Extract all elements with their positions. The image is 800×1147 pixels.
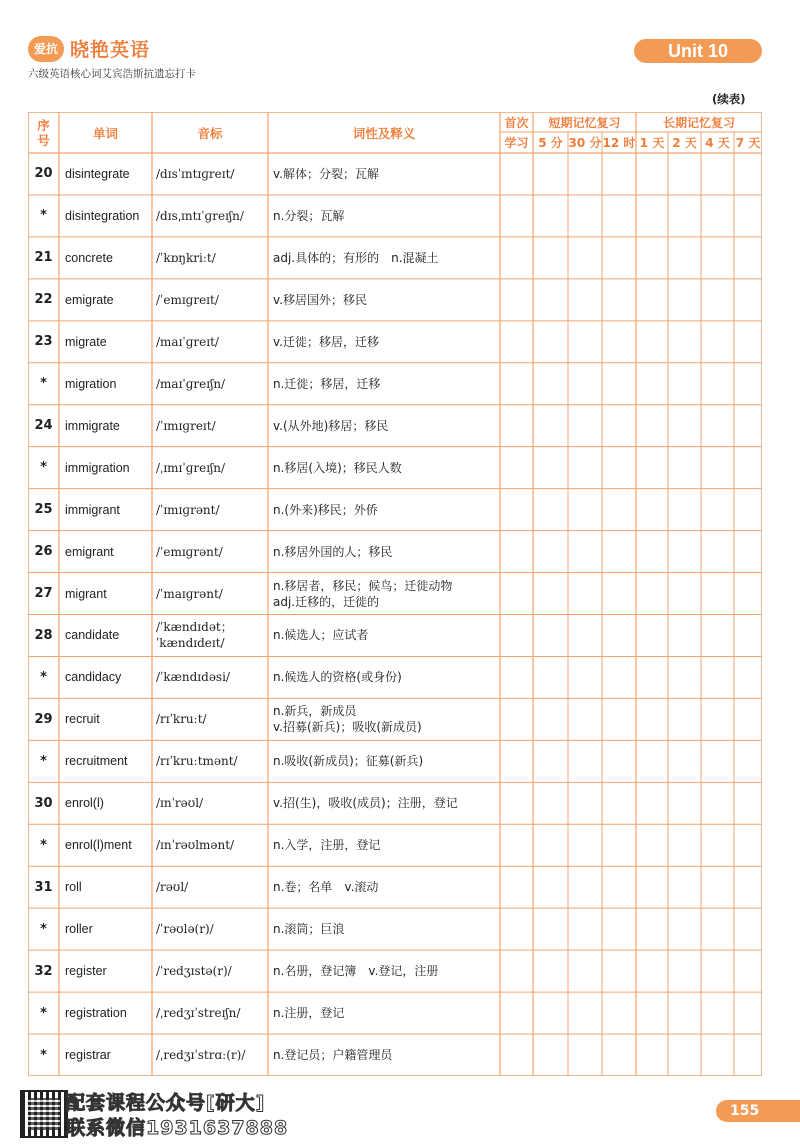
row-phonetic [152, 615, 272, 657]
row-definition: adj.具体的；有形的 n.混凝土 [273, 250, 439, 265]
row-number: 28 [34, 627, 53, 643]
row-word: migration [65, 376, 117, 391]
row-number: 27 [34, 586, 53, 601]
row-phonetic: /ˈrəʊlə(r)/ [156, 922, 214, 937]
row-definition: n.吸收(新成员)；征募(新兵) [273, 754, 424, 769]
row-definition-text: n.移居者，移民；候鸟；迁徙动物 adj.迁移的，迁徙的 [273, 578, 453, 609]
row-definition: n.注册，登记 [273, 1006, 345, 1021]
row-word: disintegrate [65, 166, 130, 181]
row-phonetic: /ˈemɪɡreɪt/ [156, 292, 219, 307]
row-phonetic: /rəʊl/ [156, 880, 189, 895]
row-word: register [65, 964, 107, 979]
header-first: 首次 [504, 115, 529, 130]
row-word: disintegration [65, 208, 140, 223]
row-definition: v.(从外地)移居；移民 [273, 418, 389, 433]
row-definition: v.解体；分裂；瓦解 [273, 166, 379, 181]
header-long-col: 1 天 [639, 136, 665, 150]
row-phonetic: /ˌredʒɪˈstrɑː(r)/ [156, 1048, 246, 1062]
header-no-text: 序号 [37, 117, 50, 148]
row-word: immigrate [65, 418, 120, 433]
row-phonetic: /maɪˈɡreɪʃn/ [156, 376, 226, 391]
unit-label: Unit 10 [634, 39, 762, 63]
row-phonetic: /ˈkɒŋkriːt/ [156, 250, 216, 265]
header-short-col: 12 时 [602, 136, 636, 150]
row-word: immigration [65, 460, 130, 475]
row-word: emigrant [65, 544, 114, 559]
row-definition: n.移居(入境)；移民人数 [273, 460, 402, 475]
row-definition: n.移居外国的人；移民 [273, 544, 393, 559]
row-number: 30 [34, 795, 53, 811]
row-number: * [40, 376, 47, 392]
row-word: roll [65, 880, 82, 895]
qr-code-icon [20, 1090, 68, 1138]
row-definition: n.入学，注册，登记 [273, 838, 381, 853]
promo-line-1: 配套课程公众号[研大] [66, 1092, 266, 1114]
row-word: immigrant [65, 502, 120, 517]
row-number: 24 [34, 418, 53, 434]
row-phonetic: /ˈemɪɡrənt/ [156, 544, 223, 559]
page-number: 155 [716, 1100, 800, 1122]
row-definition-text: n.新兵，新成员 v.招募(新兵)；吸收(新成员) [273, 704, 422, 735]
row-number: 31 [34, 879, 53, 895]
row-word: recruit [65, 712, 100, 727]
row-phonetic: /ˈkændɪdəsi/ [156, 670, 230, 685]
header-definition: 词性及释义 [352, 125, 416, 141]
row-number: * [40, 921, 47, 937]
row-number: * [40, 837, 47, 853]
row-phonetic: /ˈredʒɪstə(r)/ [156, 964, 232, 979]
row-number: 26 [34, 544, 53, 560]
brand-logo [28, 35, 150, 62]
row-phonetic: /ˈɪmɪɡreɪt/ [156, 418, 216, 433]
row-word: roller [65, 922, 93, 937]
header-short-col: 30 分 [568, 136, 602, 150]
brand-name: 晓艳英语 [70, 39, 151, 61]
row-definition: v.招(生)，吸收(成员)；注册，登记 [273, 796, 458, 811]
row-phonetic: /ɪnˈrəʊlmənt/ [156, 838, 235, 853]
row-phonetic-text: /ˈkændɪdət； ˈkændɪdeɪt/ [156, 620, 233, 651]
row-phonetic: /rɪˈkruːt/ [156, 712, 207, 727]
header-first-sub: 学习 [504, 136, 529, 150]
row-definition: v.移居国外；移民 [273, 292, 367, 307]
logo-badge: 爱抗 [28, 36, 64, 62]
row-number: * [40, 460, 47, 476]
header-no [28, 112, 59, 153]
row-word: candidacy [65, 670, 122, 685]
row-number: 20 [34, 166, 53, 182]
row-definition: n.滚筒；巨浪 [273, 922, 345, 937]
row-definition: n.迁徙；移居，迁移 [273, 376, 381, 391]
row-number: * [40, 669, 47, 685]
row-word: registration [65, 1006, 127, 1021]
row-number: * [40, 1047, 47, 1063]
row-definition [268, 573, 505, 615]
row-number: 25 [34, 502, 53, 518]
row-number: 23 [34, 334, 53, 350]
row-word: enrol(l) [65, 796, 104, 811]
row-number: 29 [34, 711, 53, 727]
row-number: * [40, 208, 47, 224]
row-definition: n.候选人的资格(或身份) [273, 670, 402, 685]
row-definition: n.分裂；瓦解 [273, 208, 345, 223]
header-long-col: 4 天 [705, 136, 730, 150]
row-definition: n.(外来)移民；外侨 [273, 502, 378, 517]
row-word: enrol(l)ment [65, 838, 132, 853]
header-long-col: 2 天 [672, 136, 697, 150]
row-word: candidate [65, 628, 120, 643]
row-number: 21 [34, 250, 53, 266]
promo-line-2: 联系微信1931637888 [66, 1117, 289, 1139]
row-phonetic: /rɪˈkruːtmənt/ [156, 754, 238, 769]
row-definition: n.卷；名单 v.滚动 [273, 880, 379, 895]
row-number: 32 [34, 963, 53, 979]
row-number: 22 [34, 292, 53, 308]
row-phonetic: /ˌɪmɪˈɡreɪʃn/ [156, 460, 226, 475]
header-short-term: 短期记忆复习 [548, 115, 621, 130]
row-word: migrate [65, 334, 107, 349]
row-phonetic: /ˈɪmɪɡrənt/ [156, 502, 220, 517]
vocabulary-table [28, 112, 762, 1076]
row-number: * [40, 1005, 47, 1021]
row-phonetic: /dɪsˈɪntɪɡreɪt/ [156, 166, 235, 181]
row-word: migrant [65, 586, 107, 601]
row-phonetic: /maɪˈɡreɪt/ [156, 334, 219, 349]
row-word: emigrate [65, 292, 114, 307]
header-word: 单词 [92, 125, 118, 141]
header-phonetic: 音标 [197, 125, 223, 141]
row-word: recruitment [65, 754, 128, 769]
book-subtitle: 六级英语核心词艾宾浩斯抗遗忘打卡 [28, 68, 196, 80]
row-phonetic: /ˌredʒɪˈstreɪʃn/ [156, 1006, 241, 1021]
header-short-col: 5 分 [538, 136, 563, 150]
row-definition: v.迁徙；移居，迁移 [273, 334, 379, 349]
row-definition: n.候选人；应试者 [273, 628, 369, 643]
header-long-term: 长期记忆复习 [662, 115, 735, 130]
row-phonetic: /ɪnˈrəʊl/ [156, 796, 204, 811]
header-long-col: 7 天 [735, 136, 761, 150]
row-definition [268, 698, 505, 740]
row-definition: n.登记员；户籍管理员 [273, 1048, 393, 1062]
row-word: concrete [65, 250, 113, 265]
continued-label: (续表) [712, 92, 746, 106]
row-number: * [40, 753, 47, 769]
row-definition: n.名册，登记簿 v.登记，注册 [273, 964, 439, 979]
row-phonetic: /dɪsˌɪntɪˈɡreɪʃn/ [156, 208, 244, 223]
row-phonetic: /ˈmaɪɡrənt/ [156, 586, 223, 601]
row-word: registrar [65, 1048, 111, 1062]
